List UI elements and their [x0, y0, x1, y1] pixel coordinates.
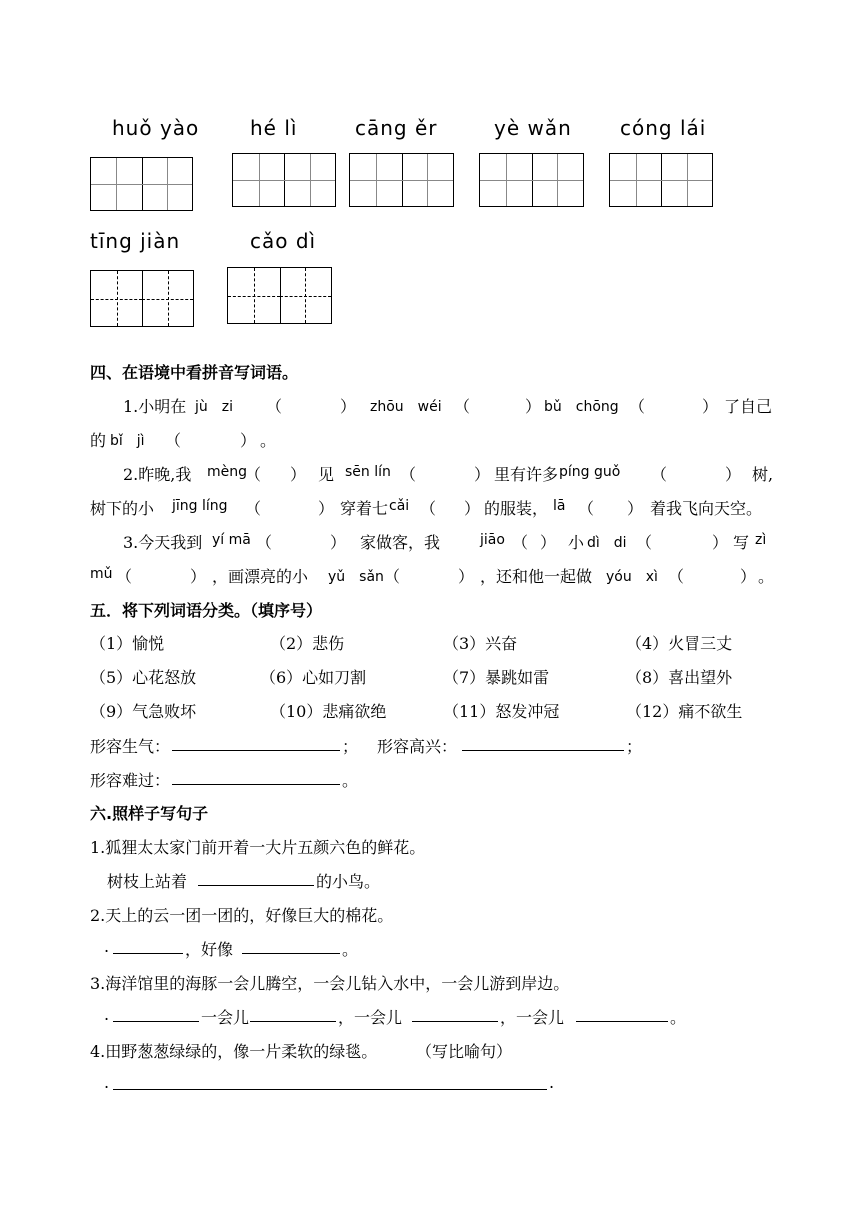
- s3-answer-blank-4[interactable]: [576, 1005, 668, 1022]
- q1-text: 了自己: [724, 397, 773, 416]
- fill-text: 。: [342, 940, 359, 959]
- s3-answer-blank-3[interactable]: [412, 1005, 498, 1022]
- example-sentence: 2.天上的云一团一团的，好像巨大的棉花。: [90, 906, 394, 925]
- q2-text: 树,: [752, 465, 774, 484]
- paren-open: （: [245, 465, 262, 484]
- s3-answer-blank-1[interactable]: [113, 1005, 199, 1022]
- q1-pinyin-2: zhōu wéi: [370, 399, 442, 415]
- pinyin-label: cǎo dì: [250, 229, 317, 253]
- q3-text: 3.今天我到: [123, 533, 203, 552]
- q2-text: 穿着七: [340, 499, 389, 518]
- fill-text: 一会儿: [201, 1008, 250, 1027]
- q2-text: 里有许多: [494, 465, 559, 484]
- q2-pinyin-3: píng guǒ: [559, 464, 621, 480]
- writing-grid[interactable]: [479, 153, 584, 207]
- fill-text: .: [104, 1005, 110, 1024]
- fill-text: ，好像: [185, 940, 234, 959]
- q2-text: 见: [318, 465, 335, 484]
- fill-text: .: [549, 1073, 555, 1092]
- word-item: （6）心如刀割: [260, 668, 367, 687]
- paren-open: （: [512, 533, 529, 552]
- s4-answer-blank[interactable]: [113, 1073, 547, 1090]
- q3-text: 。: [758, 567, 775, 586]
- fill-text: .: [104, 937, 110, 956]
- fill-text: 树枝上站着: [107, 872, 188, 891]
- word-item: （10）悲痛欲绝: [270, 702, 387, 721]
- paren-close: ）: [540, 533, 557, 552]
- paren-close: ）: [712, 533, 729, 552]
- word-item: （9）气急败坏: [90, 702, 197, 721]
- q3-pinyin-4b: mǔ: [90, 566, 113, 582]
- paren-open: （: [651, 465, 668, 484]
- s3-answer-blank-2[interactable]: [250, 1005, 336, 1022]
- paren-close: ）: [740, 567, 757, 586]
- word-item: （12）痛不欲生: [626, 702, 743, 721]
- q2-text: 2.昨晚,我: [123, 465, 192, 484]
- punct: ；: [626, 737, 643, 756]
- q3-text: 小: [568, 533, 585, 552]
- pinyin-label: huǒ yào: [112, 116, 200, 140]
- q3-text: ，还和他一起做: [480, 567, 593, 586]
- section-4-title: 四、在语境中看拼音写词语。: [90, 363, 299, 382]
- sad-label: 形容难过：: [90, 771, 171, 790]
- q1-text: 的: [90, 431, 107, 450]
- paren-open: （: [256, 533, 273, 552]
- q2-text: 的服装，: [484, 499, 549, 518]
- section-5-title: 五．将下列词语分类。（填序号）: [90, 601, 323, 620]
- pinyin-label: cāng ěr: [355, 116, 438, 140]
- writing-grid[interactable]: [349, 153, 454, 207]
- writing-grid[interactable]: [609, 153, 713, 207]
- angry-label: 形容生气：: [90, 737, 171, 756]
- paren-open: （: [245, 499, 262, 518]
- q3-pinyin-6: yóu xì: [606, 569, 658, 585]
- paren-close: ）: [190, 567, 207, 586]
- paren-open: （: [454, 397, 471, 416]
- q2-pinyin-1: mèng: [207, 464, 248, 480]
- word-item: （8）喜出望外: [626, 668, 733, 687]
- paren-close: ）: [474, 465, 491, 484]
- punct: ；: [342, 737, 359, 756]
- s2-answer-blank-2[interactable]: [242, 937, 340, 954]
- paren-open: （: [384, 567, 401, 586]
- writing-grid[interactable]: [232, 153, 336, 207]
- sad-answer-blank[interactable]: [172, 768, 340, 785]
- q3-text: ，画漂亮的小: [212, 567, 309, 586]
- angry-answer-blank[interactable]: [172, 734, 340, 751]
- q3-pinyin-3: dì di: [587, 535, 627, 551]
- q1-pinyin-4: bǐ jì: [110, 433, 145, 449]
- q1-pinyin-3: bǔ chōng: [544, 399, 619, 415]
- paren-close: ）: [725, 465, 742, 484]
- q3-pinyin-4a: zì: [755, 532, 767, 548]
- q2-text: 树下的小: [90, 499, 155, 518]
- s2-answer-blank-1[interactable]: [113, 937, 183, 954]
- paren-close: ）: [340, 397, 357, 416]
- q1-text: 1.小明在: [123, 397, 187, 416]
- writing-grid[interactable]: [90, 270, 194, 327]
- paren-close: ）: [318, 499, 335, 518]
- q2-pinyin-2: sēn lín: [345, 464, 391, 480]
- word-item: （1）愉悦: [90, 634, 165, 653]
- q3-pinyin-1: yí mā: [212, 532, 251, 548]
- word-item: （5）心花怒放: [90, 668, 197, 687]
- paren-open: （: [420, 499, 437, 518]
- q2-pinyin-6: lā: [553, 498, 566, 514]
- punct: 。: [342, 771, 359, 790]
- fill-text: ，一会儿: [500, 1008, 565, 1027]
- word-item: （4）火冒三丈: [626, 634, 733, 653]
- example-sentence: 1.狐狸太太家门前开着一大片五颜六色的鲜花。: [90, 838, 426, 857]
- writing-grid[interactable]: [90, 157, 193, 211]
- paren-close: ）: [330, 533, 347, 552]
- pinyin-label: hé lì: [250, 116, 298, 140]
- paren-open: （: [578, 499, 595, 518]
- paren-close: ）: [525, 397, 542, 416]
- paren-open: （: [636, 533, 653, 552]
- word-item: （7）暴跳如雷: [443, 668, 550, 687]
- paren-close: ）: [458, 567, 475, 586]
- q3-text: 家做客，我: [360, 533, 441, 552]
- q3-pinyin-5: yǔ sǎn: [328, 569, 384, 585]
- paren-close: ）: [464, 499, 481, 518]
- word-item: （2）悲伤: [270, 634, 345, 653]
- pinyin-label: cóng lái: [620, 116, 707, 140]
- paren-close: ）: [240, 431, 257, 450]
- paren-open: （: [629, 397, 646, 416]
- happy-label: 形容高兴：: [377, 737, 458, 756]
- fill-text: 。: [670, 1008, 687, 1027]
- writing-grid[interactable]: [227, 267, 332, 324]
- pinyin-label: tīng jiàn: [90, 229, 181, 253]
- paren-open: （: [116, 567, 133, 586]
- paren-close: ）: [702, 397, 719, 416]
- s1-answer-blank[interactable]: [198, 869, 314, 886]
- q3-text: 写: [733, 533, 750, 552]
- q3-pinyin-2: jiāo: [480, 532, 505, 548]
- q2-pinyin-4: jīng líng: [172, 498, 228, 514]
- q2-pinyin-5: cǎi: [389, 498, 410, 514]
- example-sentence: 4.田野葱葱绿绿的，像一片柔软的绿毯。: [90, 1042, 378, 1061]
- paren-open: （: [266, 397, 283, 416]
- example-sentence: 3.海洋馆里的海豚一会儿腾空，一会儿钻入水中，一会儿游到岸边。: [90, 974, 570, 993]
- happy-answer-blank[interactable]: [462, 734, 624, 751]
- fill-text: ，一会儿: [338, 1008, 403, 1027]
- paren-open: （: [400, 465, 417, 484]
- paren-close: ）: [290, 465, 307, 484]
- word-item: （3）兴奋: [443, 634, 518, 653]
- word-item: （11）怒发冲冠: [443, 702, 560, 721]
- paren-open: （: [668, 567, 685, 586]
- paren-open: （: [165, 431, 182, 450]
- pinyin-label: yè wǎn: [494, 116, 572, 140]
- fill-text: .: [104, 1073, 110, 1092]
- q2-text: 着我飞向天空。: [650, 499, 763, 518]
- q1-pinyin-1: jù zi: [195, 399, 234, 415]
- note: （写比喻句）: [416, 1042, 513, 1061]
- section-6-title: 六.照样子写句子: [90, 804, 209, 823]
- fill-text: 的小鸟。: [316, 872, 381, 891]
- q1-text: 。: [260, 431, 277, 450]
- paren-close: ）: [627, 499, 644, 518]
